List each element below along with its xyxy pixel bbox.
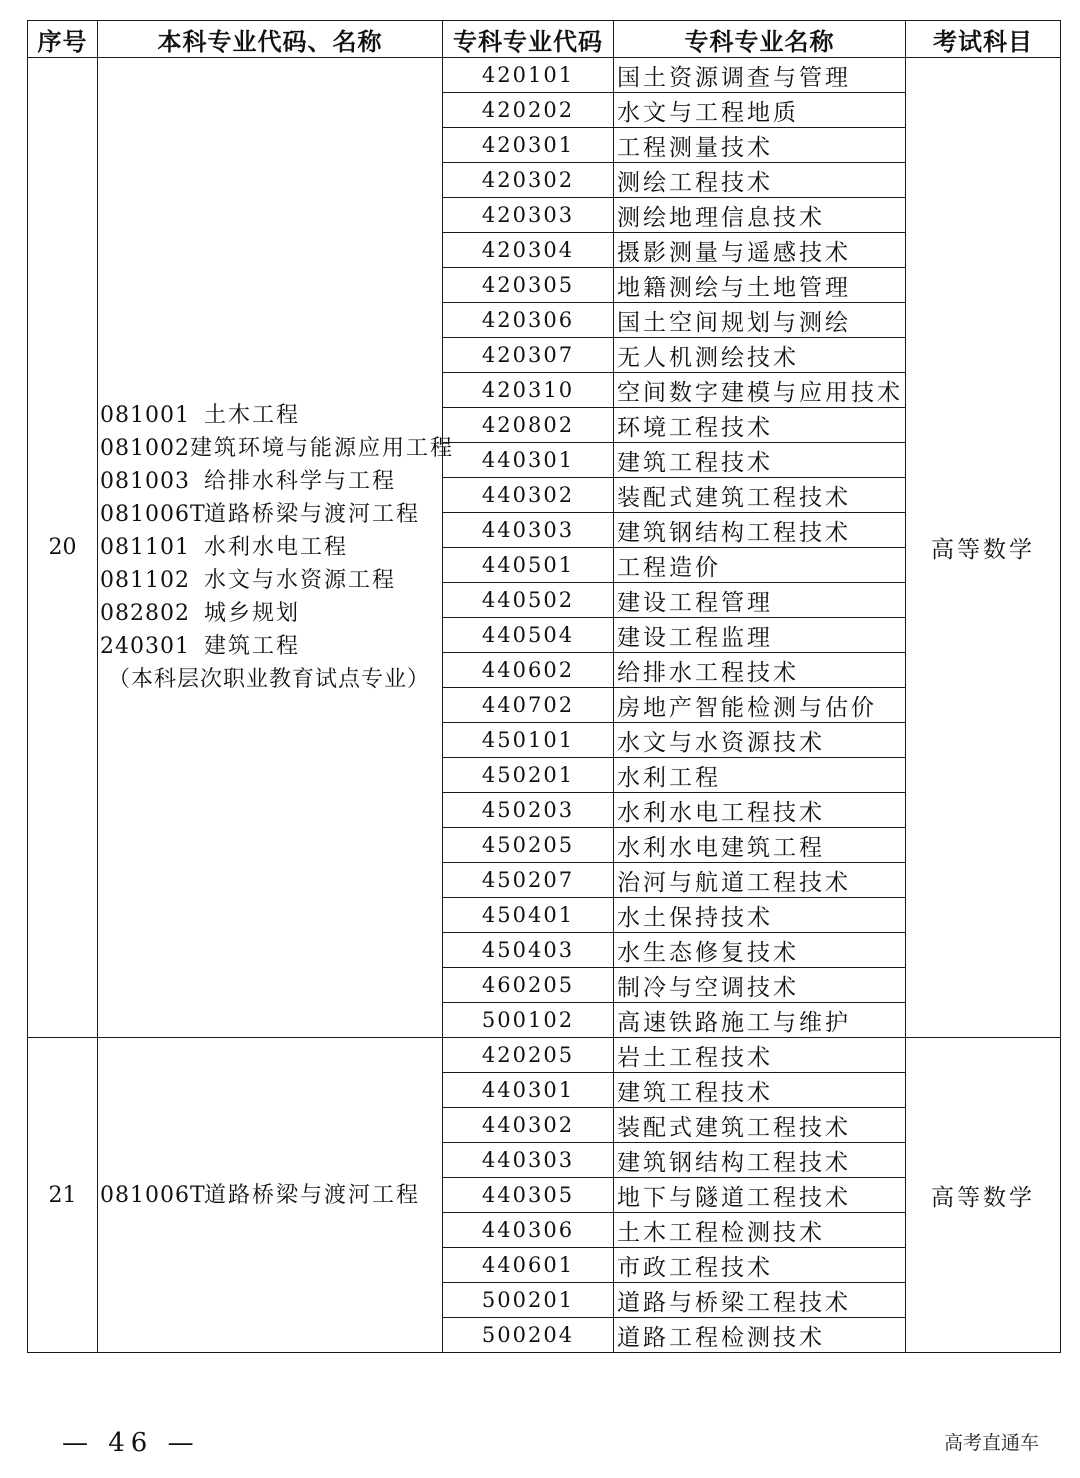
table-row (28, 58, 1061, 93)
major-name-cell: 建筑钢结构工程技术 (614, 513, 906, 548)
major-name-cell: 地籍测绘与土地管理 (614, 268, 906, 303)
major-name-cell: 摄影测量与遥感技术 (614, 233, 906, 268)
major-code-cell: 420305 (443, 268, 614, 303)
major-name-cell: 水文与工程地质 (614, 93, 906, 128)
major-code-cell: 450205 (443, 828, 614, 863)
majors-table (27, 20, 1061, 1353)
major-name-cell: 水文与水资源技术 (614, 723, 906, 758)
bachelor-code: 081006T (100, 1182, 206, 1208)
major-code-cell: 420310 (443, 373, 614, 408)
major-name-cell: 市政工程技术 (614, 1248, 906, 1283)
header-row (28, 21, 1061, 58)
major-name-cell: 工程造价 (614, 548, 906, 583)
major-name-cell: 水土保持技术 (614, 898, 906, 933)
major-name-cell: 环境工程技术 (614, 408, 906, 443)
major-code-cell: 500201 (443, 1283, 614, 1318)
major-code-cell: 450201 (443, 758, 614, 793)
seq-cell: 20 (28, 58, 98, 1038)
exam-subject-cell: 高等数学 (906, 1038, 1061, 1353)
bachelor-name: 水利水电工程 (204, 535, 349, 560)
major-name-cell: 空间数字建模与应用技术 (614, 373, 906, 408)
major-name-cell: 建设工程管理 (614, 583, 906, 618)
bachelor-code: 082802 (100, 601, 190, 626)
bachelor-major (100, 432, 454, 465)
bachelor-major (100, 630, 442, 663)
bachelor-major (100, 465, 442, 498)
bachelor-name: 道路桥梁与渡河工程 (204, 502, 421, 527)
major-code-cell: 440501 (443, 548, 614, 583)
bachelor-code: 081001 (100, 403, 190, 428)
major-code-cell: 420202 (443, 93, 614, 128)
bachelor-major (100, 498, 442, 531)
major-code-cell: 420302 (443, 163, 614, 198)
major-name-cell: 土木工程检测技术 (614, 1213, 906, 1248)
major-code-cell: 500204 (443, 1318, 614, 1353)
table-body (28, 58, 1061, 1353)
header-exam: 考试科目 (906, 21, 1061, 58)
major-code-cell: 440306 (443, 1213, 614, 1248)
major-code-cell: 440601 (443, 1248, 614, 1283)
seq-cell: 21 (28, 1038, 98, 1353)
major-code-cell: 440301 (443, 443, 614, 478)
bachelor-name: 建筑环境与能源应用工程 (189, 436, 454, 461)
major-name-cell: 岩土工程技术 (614, 1038, 906, 1073)
header-bachelor: 本科专业代码、名称 (98, 21, 443, 58)
bachelor-code: 081002 (100, 436, 190, 461)
major-code-cell: 450203 (443, 793, 614, 828)
major-name-cell: 装配式建筑工程技术 (614, 1108, 906, 1143)
major-code-cell: 440702 (443, 688, 614, 723)
header-name: 专科专业名称 (614, 21, 906, 58)
major-code-cell: 440303 (443, 513, 614, 548)
major-code-cell: 440305 (443, 1178, 614, 1213)
major-name-cell: 建设工程监理 (614, 618, 906, 653)
major-code-cell: 440303 (443, 1143, 614, 1178)
major-name-cell: 道路工程检测技术 (614, 1318, 906, 1353)
major-code-cell: 420303 (443, 198, 614, 233)
bachelor-cell (98, 1038, 443, 1353)
major-name-cell: 测绘工程技术 (614, 163, 906, 198)
table-header (28, 21, 1061, 58)
bachelor-code: 081003 (100, 469, 190, 494)
watermark: 高考直通车 (944, 1432, 1040, 1454)
major-name-cell: 制冷与空调技术 (614, 968, 906, 1003)
bachelor-cell (98, 58, 454, 1038)
major-code-cell: 440301 (443, 1073, 614, 1108)
major-name-cell: 地下与隧道工程技术 (614, 1178, 906, 1213)
major-name-cell: 建筑钢结构工程技术 (614, 1143, 906, 1178)
major-name-cell: 测绘地理信息技术 (614, 198, 906, 233)
bachelor-major (100, 1179, 442, 1212)
header-code: 专科专业代码 (443, 21, 614, 58)
exam-subject-cell: 高等数学 (906, 58, 1061, 1038)
bachelor-name: 土木工程 (204, 403, 301, 428)
major-code-cell: 420306 (443, 303, 614, 338)
page-number: — 46 — (62, 1428, 200, 1458)
major-code-cell: 440602 (443, 653, 614, 688)
major-name-cell: 水生态修复技术 (614, 933, 906, 968)
major-code-cell: 420304 (443, 233, 614, 268)
major-code-cell: 420802 (443, 408, 614, 443)
major-name-cell: 建筑工程技术 (614, 1073, 906, 1108)
major-code-cell: 420205 (443, 1038, 614, 1073)
major-name-cell: 治河与航道工程技术 (614, 863, 906, 898)
bachelor-code: 081006T (100, 502, 206, 527)
major-code-cell: 440302 (443, 478, 614, 513)
major-code-cell: 450207 (443, 863, 614, 898)
major-name-cell: 水利水电工程技术 (614, 793, 906, 828)
major-name-cell: 高速铁路施工与维护 (614, 1003, 906, 1038)
major-name-cell: 装配式建筑工程技术 (614, 478, 906, 513)
bachelor-name: 水文与水资源工程 (204, 568, 397, 593)
major-name-cell: 给排水工程技术 (614, 653, 906, 688)
major-code-cell: 440302 (443, 1108, 614, 1143)
major-name-cell: 房地产智能检测与估价 (614, 688, 906, 723)
major-code-cell: 450401 (443, 898, 614, 933)
bachelor-code: 240301 (100, 634, 190, 659)
major-code-cell: 450101 (443, 723, 614, 758)
major-code-cell: 440502 (443, 583, 614, 618)
major-code-cell: 450403 (443, 933, 614, 968)
major-code-cell: 420301 (443, 128, 614, 163)
major-code-cell: 500102 (443, 1003, 614, 1038)
major-name-cell: 道路与桥梁工程技术 (614, 1283, 906, 1318)
major-name-cell: 国土空间规划与测绘 (614, 303, 906, 338)
table-row (28, 1038, 1061, 1073)
bachelor-name: 城乡规划 (204, 601, 301, 626)
major-code-cell: 420101 (443, 58, 614, 93)
header-seq: 序号 (28, 21, 98, 58)
bachelor-code: 081102 (100, 568, 190, 593)
major-code-cell: 460205 (443, 968, 614, 1003)
major-code-cell: 440504 (443, 618, 614, 653)
bachelor-name: 道路桥梁与渡河工程 (204, 1182, 421, 1208)
major-name-cell: 无人机测绘技术 (614, 338, 906, 373)
major-name-cell: 工程测量技术 (614, 128, 906, 163)
bachelor-major (100, 531, 442, 564)
bachelor-code: 081101 (100, 535, 190, 560)
major-code-cell: 420307 (443, 338, 614, 373)
bachelor-major (100, 564, 442, 597)
bachelor-name: 给排水科学与工程 (204, 469, 397, 494)
major-name-cell: 建筑工程技术 (614, 443, 906, 478)
bachelor-major (100, 399, 442, 432)
major-name-cell: 国土资源调查与管理 (614, 58, 906, 93)
bachelor-major (100, 597, 442, 630)
major-name-cell: 水利水电建筑工程 (614, 828, 906, 863)
major-name-cell: 水利工程 (614, 758, 906, 793)
bachelor-note: （本科层次职业教育试点专业） (108, 667, 431, 692)
bachelor-name: 建筑工程 (204, 634, 301, 659)
